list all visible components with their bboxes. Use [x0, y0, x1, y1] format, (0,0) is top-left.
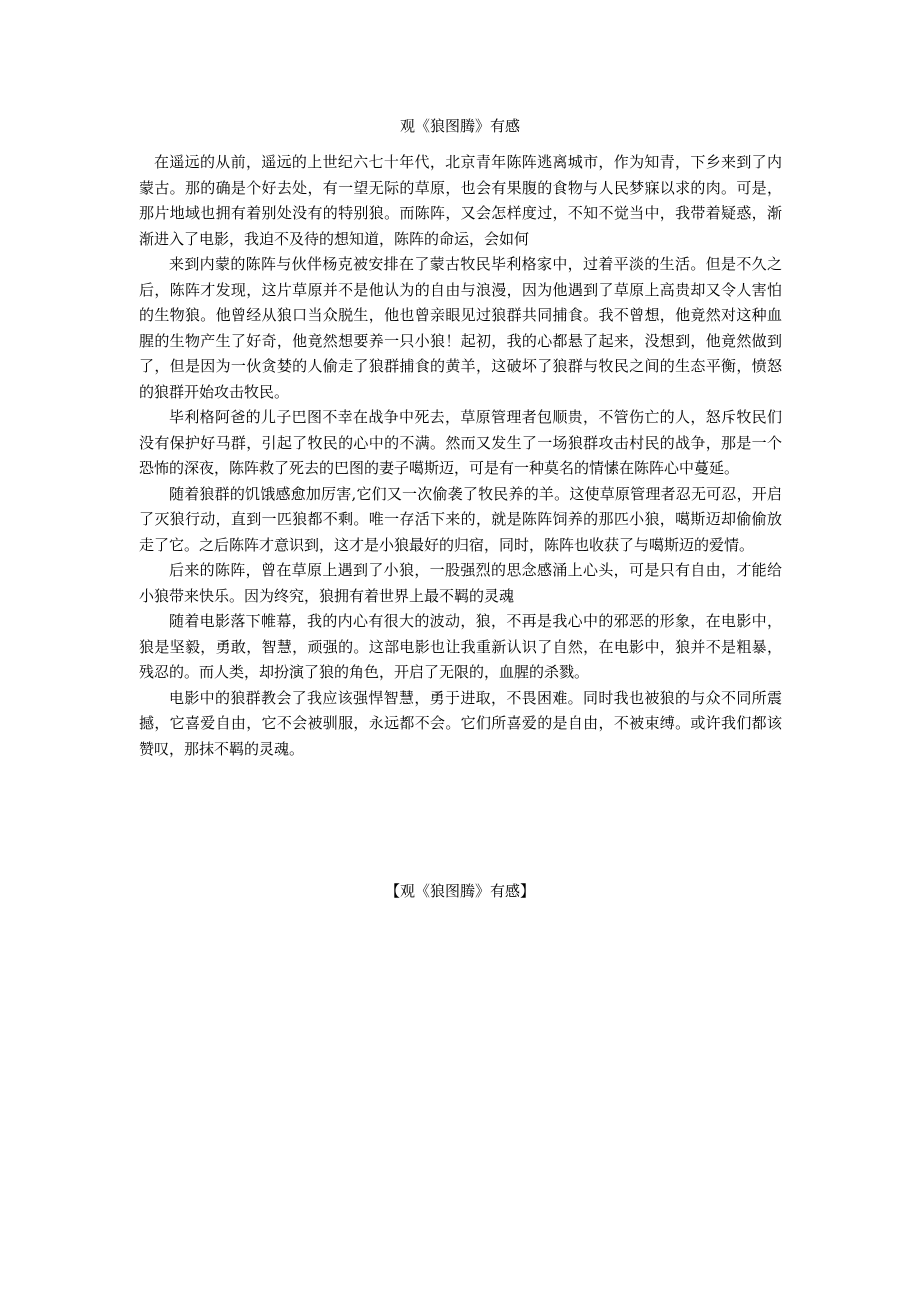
paragraph: 毕利格阿爸的儿子巴图不幸在战争中死去，草原管理者包顺贵，不管伤亡的人，怒斥牧民们没有保护好马群，引起了牧民的心中的不满。然而又发生了一场狼群攻击村民的战争，那是一个恐怖的深夜，陈阵救了死去的巴图的妻子噶斯迈，可是有一种莫名的情愫在陈阵心中蔓延。: [139, 408, 782, 477]
paragraph: 在遥远的从前，遥远的上世纪六七十年代，北京青年陈阵逃离城市，作为知青，下乡来到了内蒙古。那的确是个好去处，有一望无际的草原，也会有果腹的食物与人民梦寐以求的肉。可是，那片地域也拥有着别处没有的特别狼。而陈阵，又会怎样度过，不知不觉当中，我带着疑惑，渐渐进入了电影，我迫不及待的想知道，陈阵的命运，会如何: [139, 153, 782, 248]
paragraph: 后来的陈阵，曾在草原上遇到了小狼，一股强烈的思念感涌上心头，可是只有自由，才能给小狼带来快乐。因为终究，狼拥有着世界上最不羁的灵魂: [139, 561, 782, 605]
document-title: 观《狼图腾》有感: [399, 117, 520, 135]
paragraph: 随着电影落下帷幕，我的内心有很大的波动，狼，不再是我心中的邪恶的形象，在电影中，狼是坚毅，勇敢，智慧，顽强的。这部电影也让我重新认识了自然，在电影中，狼并不是粗暴，残忍的。而人类，却扮演了狼的角色，开启了无限的，血腥的杀戮。: [139, 612, 782, 681]
paragraph: 随着狼群的饥饿感愈加厉害,它们又一次偷袭了牧民养的羊。这使草原管理者忍无可忍，开启了灭狼行动，直到一匹狼都不剩。唯一存活下来的，就是陈阵饲养的那匹小狼，噶斯迈却偷偷放走了它。之后陈阵才意识到，这才是小狼最好的归宿，同时，陈阵也收获了与噶斯迈的爱情。: [139, 484, 782, 554]
paragraph: 电影中的狼群教会了我应该强悍智慧，勇于进取，不畏困难。同时我也被狼的与众不同所震撼，它喜爱自由，它不会被驯服，永远都不会。它们所喜爱的是自由，不被束缚。或许我们都该赞叹，那抹不羁的灵魂。: [139, 688, 782, 758]
paragraph: 来到内蒙的陈阵与伙伴杨克被安排在了蒙古牧民毕利格家中，过着平淡的生活。但是不久之后，陈阵才发现，这片草原并不是他认为的自由与浪漫，因为他遇到了草原上高贵却又令人害怕的生物狼。他曾经从狼口当众脱生，他也曾亲眼见过狼群共同捕食。我不曾想，他竟然对这种血腥的生物产生了好奇，他竟然想要养一只小狼！起初，我的心都悬了起来，没想到，他竟然做到了，但是因为一伙贪婪的人偷走了狼群捕食的黄羊，这破坏了狼群与牧民之间的生态平衡，愤怒的狼群开始攻击牧民。: [139, 255, 782, 401]
document-body: [139, 150, 782, 762]
footer-title: 【观《狼图腾》有感】: [384, 882, 535, 900]
